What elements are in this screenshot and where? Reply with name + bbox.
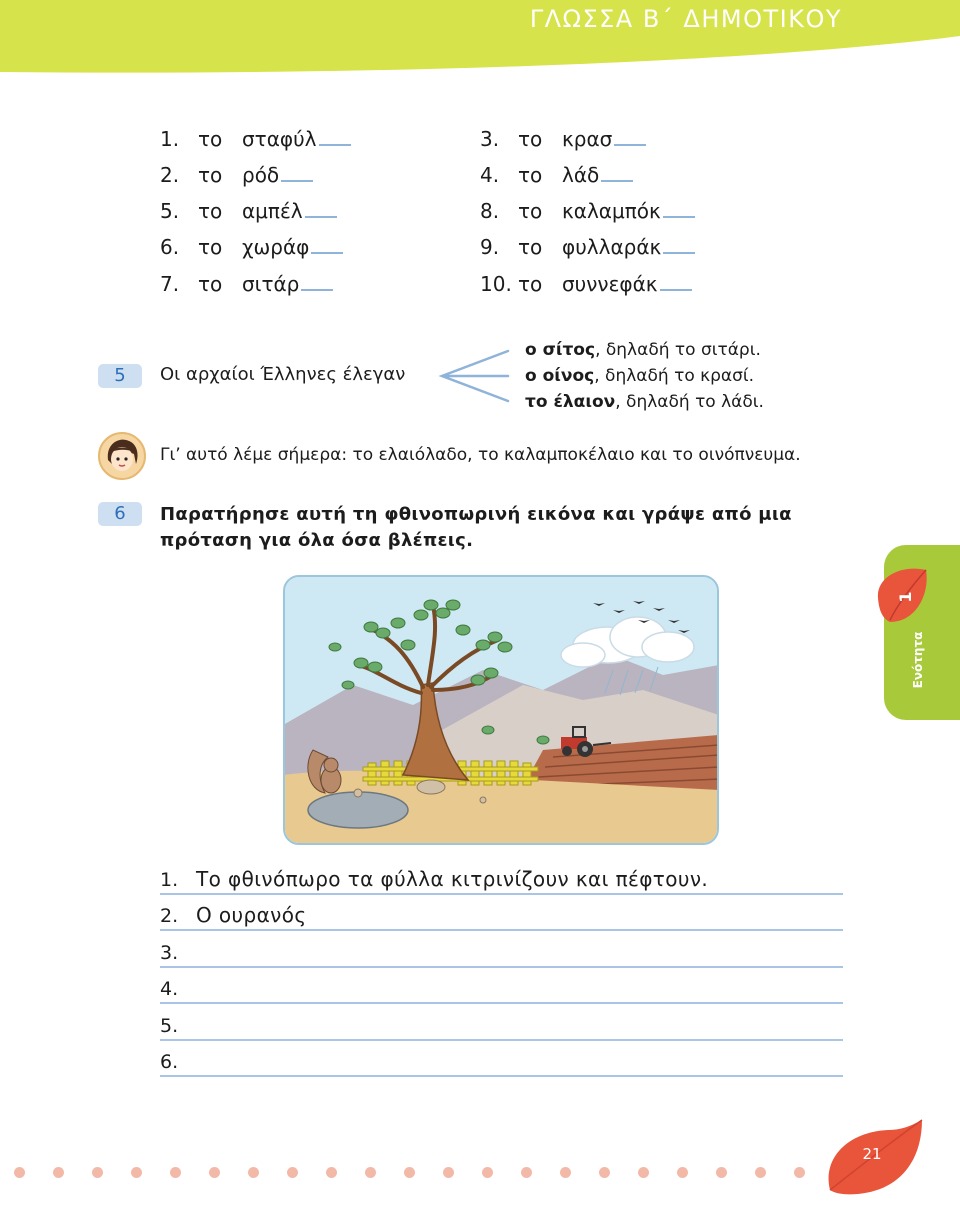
- word-item: [160, 234, 343, 260]
- decorative-dot: [404, 1167, 415, 1178]
- blank-field[interactable]: [663, 200, 695, 218]
- word-item: [480, 234, 695, 260]
- word-item: [160, 198, 337, 224]
- article: το: [198, 199, 223, 223]
- book-title: ΓΛΩΣΣΑ Β΄ ΔΗΜΟΤΙΚΟΥ: [529, 5, 842, 33]
- meaning-line: [525, 392, 764, 412]
- exercise-6-instruction: Παρατήρησε αυτή τη φθινοπωρινή εικόνα και γράψε από μια πρόταση για όλα όσα βλέπεις.: [160, 504, 792, 551]
- word-stem: καλαμπόκ: [562, 199, 661, 223]
- item-number: 2.: [160, 163, 180, 187]
- word-item: [480, 198, 695, 224]
- item-number: 10.: [480, 272, 512, 296]
- line-number: 4.: [160, 978, 179, 1000]
- blank-field[interactable]: [660, 273, 692, 291]
- meaning-text: , δηλαδή το σιτάρι.: [595, 340, 761, 360]
- unit-number: 1: [896, 591, 915, 603]
- decorative-dot: [131, 1167, 142, 1178]
- word-item: [480, 162, 633, 188]
- blank-field[interactable]: [281, 164, 313, 182]
- decorative-dot: [638, 1167, 649, 1178]
- decorative-dot: [92, 1167, 103, 1178]
- article: το: [198, 163, 223, 187]
- answer-line[interactable]: [160, 1007, 843, 1041]
- girl-avatar-icon: [98, 432, 146, 480]
- item-number: 3.: [480, 127, 500, 151]
- autumn-scene-illustration: [283, 575, 719, 845]
- blank-field[interactable]: [663, 236, 695, 254]
- item-number: 6.: [160, 235, 180, 259]
- article: το: [518, 163, 543, 187]
- word-stem: σταφύλ: [242, 127, 317, 151]
- answer-text: Ο ουρανός: [196, 903, 307, 927]
- decorative-dot: [599, 1167, 610, 1178]
- meaning-line: [525, 340, 761, 360]
- ancient-word: το έλαιον: [525, 392, 616, 412]
- answer-line[interactable]: [160, 970, 843, 1004]
- ancient-word: ο οίνος: [525, 366, 595, 386]
- blank-field[interactable]: [614, 128, 646, 146]
- decorative-dot: [248, 1167, 259, 1178]
- decorative-dot: [209, 1167, 220, 1178]
- article: το: [198, 272, 223, 296]
- decorative-dot: [521, 1167, 532, 1178]
- answer-text: Το φθινόπωρο τα φύλλα κιτρινίζουν και πέφτουν.: [196, 867, 709, 891]
- blank-field[interactable]: [311, 236, 343, 254]
- item-number: 9.: [480, 235, 500, 259]
- line-number: 3.: [160, 942, 179, 964]
- word-stem: κρασ: [562, 127, 613, 151]
- answer-line[interactable]: [160, 1043, 843, 1077]
- item-number: 1.: [160, 127, 180, 151]
- article: το: [518, 127, 543, 151]
- decorative-dot: [716, 1167, 727, 1178]
- article: το: [518, 272, 543, 296]
- word-item: [160, 271, 333, 297]
- meaning-line: [525, 366, 754, 386]
- article: το: [518, 235, 543, 259]
- word-stem: χωράφ: [242, 235, 310, 259]
- word-stem: συννεφάκ: [562, 272, 658, 296]
- word-stem: ρόδ: [242, 163, 280, 187]
- answer-line[interactable]: [160, 861, 843, 895]
- word-item: [160, 162, 313, 188]
- article: το: [198, 127, 223, 151]
- answer-line[interactable]: [160, 934, 843, 968]
- decorative-dot: [755, 1167, 766, 1178]
- blank-field[interactable]: [305, 200, 337, 218]
- blank-field[interactable]: [319, 128, 351, 146]
- decorative-dot: [365, 1167, 376, 1178]
- decorative-dot: [326, 1167, 337, 1178]
- item-number: 5.: [160, 199, 180, 223]
- word-stem: φυλλαράκ: [562, 235, 662, 259]
- item-number: 7.: [160, 272, 180, 296]
- answer-line[interactable]: [160, 897, 843, 931]
- word-stem: αμπέλ: [242, 199, 303, 223]
- decorative-dot: [287, 1167, 298, 1178]
- line-number: 2.: [160, 905, 179, 927]
- line-number: 6.: [160, 1051, 179, 1073]
- word-item: [480, 126, 646, 152]
- ancient-word: ο σίτος: [525, 340, 596, 360]
- decorative-dot: [443, 1167, 454, 1178]
- item-number: 8.: [480, 199, 500, 223]
- decorative-dot: [14, 1167, 25, 1178]
- decorative-dot: [170, 1167, 181, 1178]
- decorative-dot: [482, 1167, 493, 1178]
- page-number: 21: [862, 1145, 882, 1163]
- article: το: [198, 235, 223, 259]
- decorative-dot: [560, 1167, 571, 1178]
- word-stem: σιτάρ: [242, 272, 300, 296]
- unit-label: Ενότητα: [911, 631, 925, 689]
- decorative-dot: [677, 1167, 688, 1178]
- meaning-text: , δηλαδή το κρασί.: [594, 366, 755, 386]
- item-number: 4.: [480, 163, 500, 187]
- word-item: [480, 271, 692, 297]
- article: το: [518, 199, 543, 223]
- word-stem: λάδ: [562, 163, 600, 187]
- branch-arrow-icon: [436, 348, 516, 404]
- line-number: 5.: [160, 1015, 179, 1037]
- decorative-dot: [794, 1167, 805, 1178]
- blank-field[interactable]: [601, 164, 633, 182]
- note-text: Γι’ αυτό λέμε σήμερα: το ελαιόλαδο, το καλαμποκέλαιο και το οινόπνευμα.: [160, 445, 801, 465]
- exercise-5-intro: Οι αρχαίοι Έλληνες έλεγαν: [160, 364, 406, 385]
- meaning-text: , δηλαδή το λάδι.: [615, 392, 764, 412]
- decorative-dot: [53, 1167, 64, 1178]
- exercise-5-badge: 5: [98, 364, 142, 388]
- word-item: [160, 126, 351, 152]
- blank-field[interactable]: [301, 273, 333, 291]
- exercise-6-badge: 6: [98, 502, 142, 526]
- line-number: 1.: [160, 869, 179, 891]
